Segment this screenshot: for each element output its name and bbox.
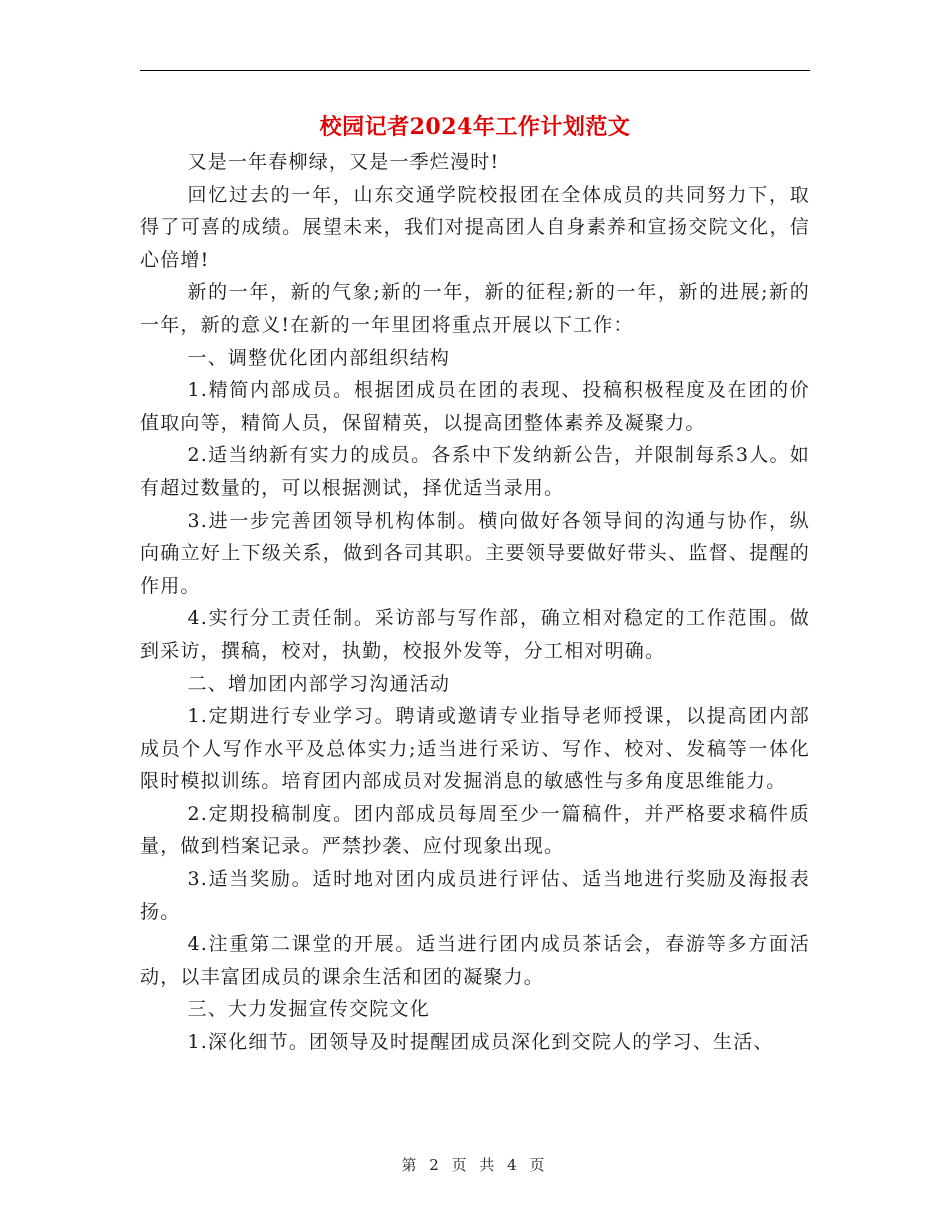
- section-heading-2: 二、增加团内部学习沟通活动: [187, 672, 451, 695]
- page-number: 第 2 页 共 4 页: [401, 1156, 549, 1174]
- document-title: 校园记者2024年工作计划范文: [319, 114, 631, 140]
- section-heading-3: 三、大力发掘宣传交院文化: [187, 998, 430, 1021]
- paragraph-item-3-1: 1.深化细节。团领导及时提醒团成员深化到交院人的学习、生活、: [187, 1031, 774, 1054]
- paragraph-item-1-4: 4.实行分工责任制。采访部与写作部，确立相对稳定的工作范围。做到采访，撰稿，校对，执勤，校报外发等，分工相对明确。: [140, 607, 810, 662]
- header-rule: [140, 70, 810, 71]
- paragraph-new-year: 新的一年，新的气象;新的一年，新的征程;新的一年，新的进展;新的一年，新的意义!在新的一年里团将重点开展以下工作：: [140, 281, 810, 336]
- paragraph-item-1-3: 3.进一步完善团领导机构体制。横向做好各领导间的沟通与协作，纵向确立好上下级关系，做到各司其职。主要领导要做好带头、监督、提醒的作用。: [140, 509, 810, 597]
- paragraph-item-1-1: 1.精简内部成员。根据团成员在团的表现、投稿积极程度及在团的价值取向等，精简人员，保留精英，以提高团整体素养及凝聚力。: [140, 379, 810, 434]
- paragraph-item-2-2: 2.定期投稿制度。团内部成员每周至少一篇稿件，并严格要求稿件质量，做到档案记录。严禁抄袭、应付现象出现。: [140, 802, 810, 858]
- paragraph-intro: 又是一年春柳绿，又是一季烂漫时!: [187, 151, 500, 173]
- section-heading-1: 一、调整优化团内部组织结构: [187, 346, 451, 369]
- paragraph-item-2-3: 3.适当奖励。适时地对团内成员进行评估、适当地进行奖励及海报表扬。: [140, 868, 810, 923]
- document-body: [140, 146, 810, 1059]
- paragraph-item-2-4: 4.注重第二课堂的开展。适当进行团内成员茶话会，春游等多方面活动，以丰富团成员的课余生活和团的凝聚力。: [140, 933, 810, 988]
- paragraph-item-2-1: 1.定期进行专业学习。聘请或邀请专业指导老师授课，以提高团内部成员个人写作水平及总体实力;适当进行采访、写作、校对、发稿等一体化限时模拟训练。培育团内部成员对发掘消息的敏感性与多角度思维能力。: [140, 705, 810, 793]
- paragraph-item-1-2: 2.适当纳新有实力的成员。各系中下发纳新公告，并限制每系3人。如有超过数量的，可以根据测试，择优适当录用。: [140, 444, 810, 499]
- paragraph-review: 回忆过去的一年，山东交通学院校报团在全体成员的共同努力下，取得了可喜的成绩。展望未来，我们对提高团人自身素养和宣扬交院文化，信心倍增!: [140, 183, 810, 271]
